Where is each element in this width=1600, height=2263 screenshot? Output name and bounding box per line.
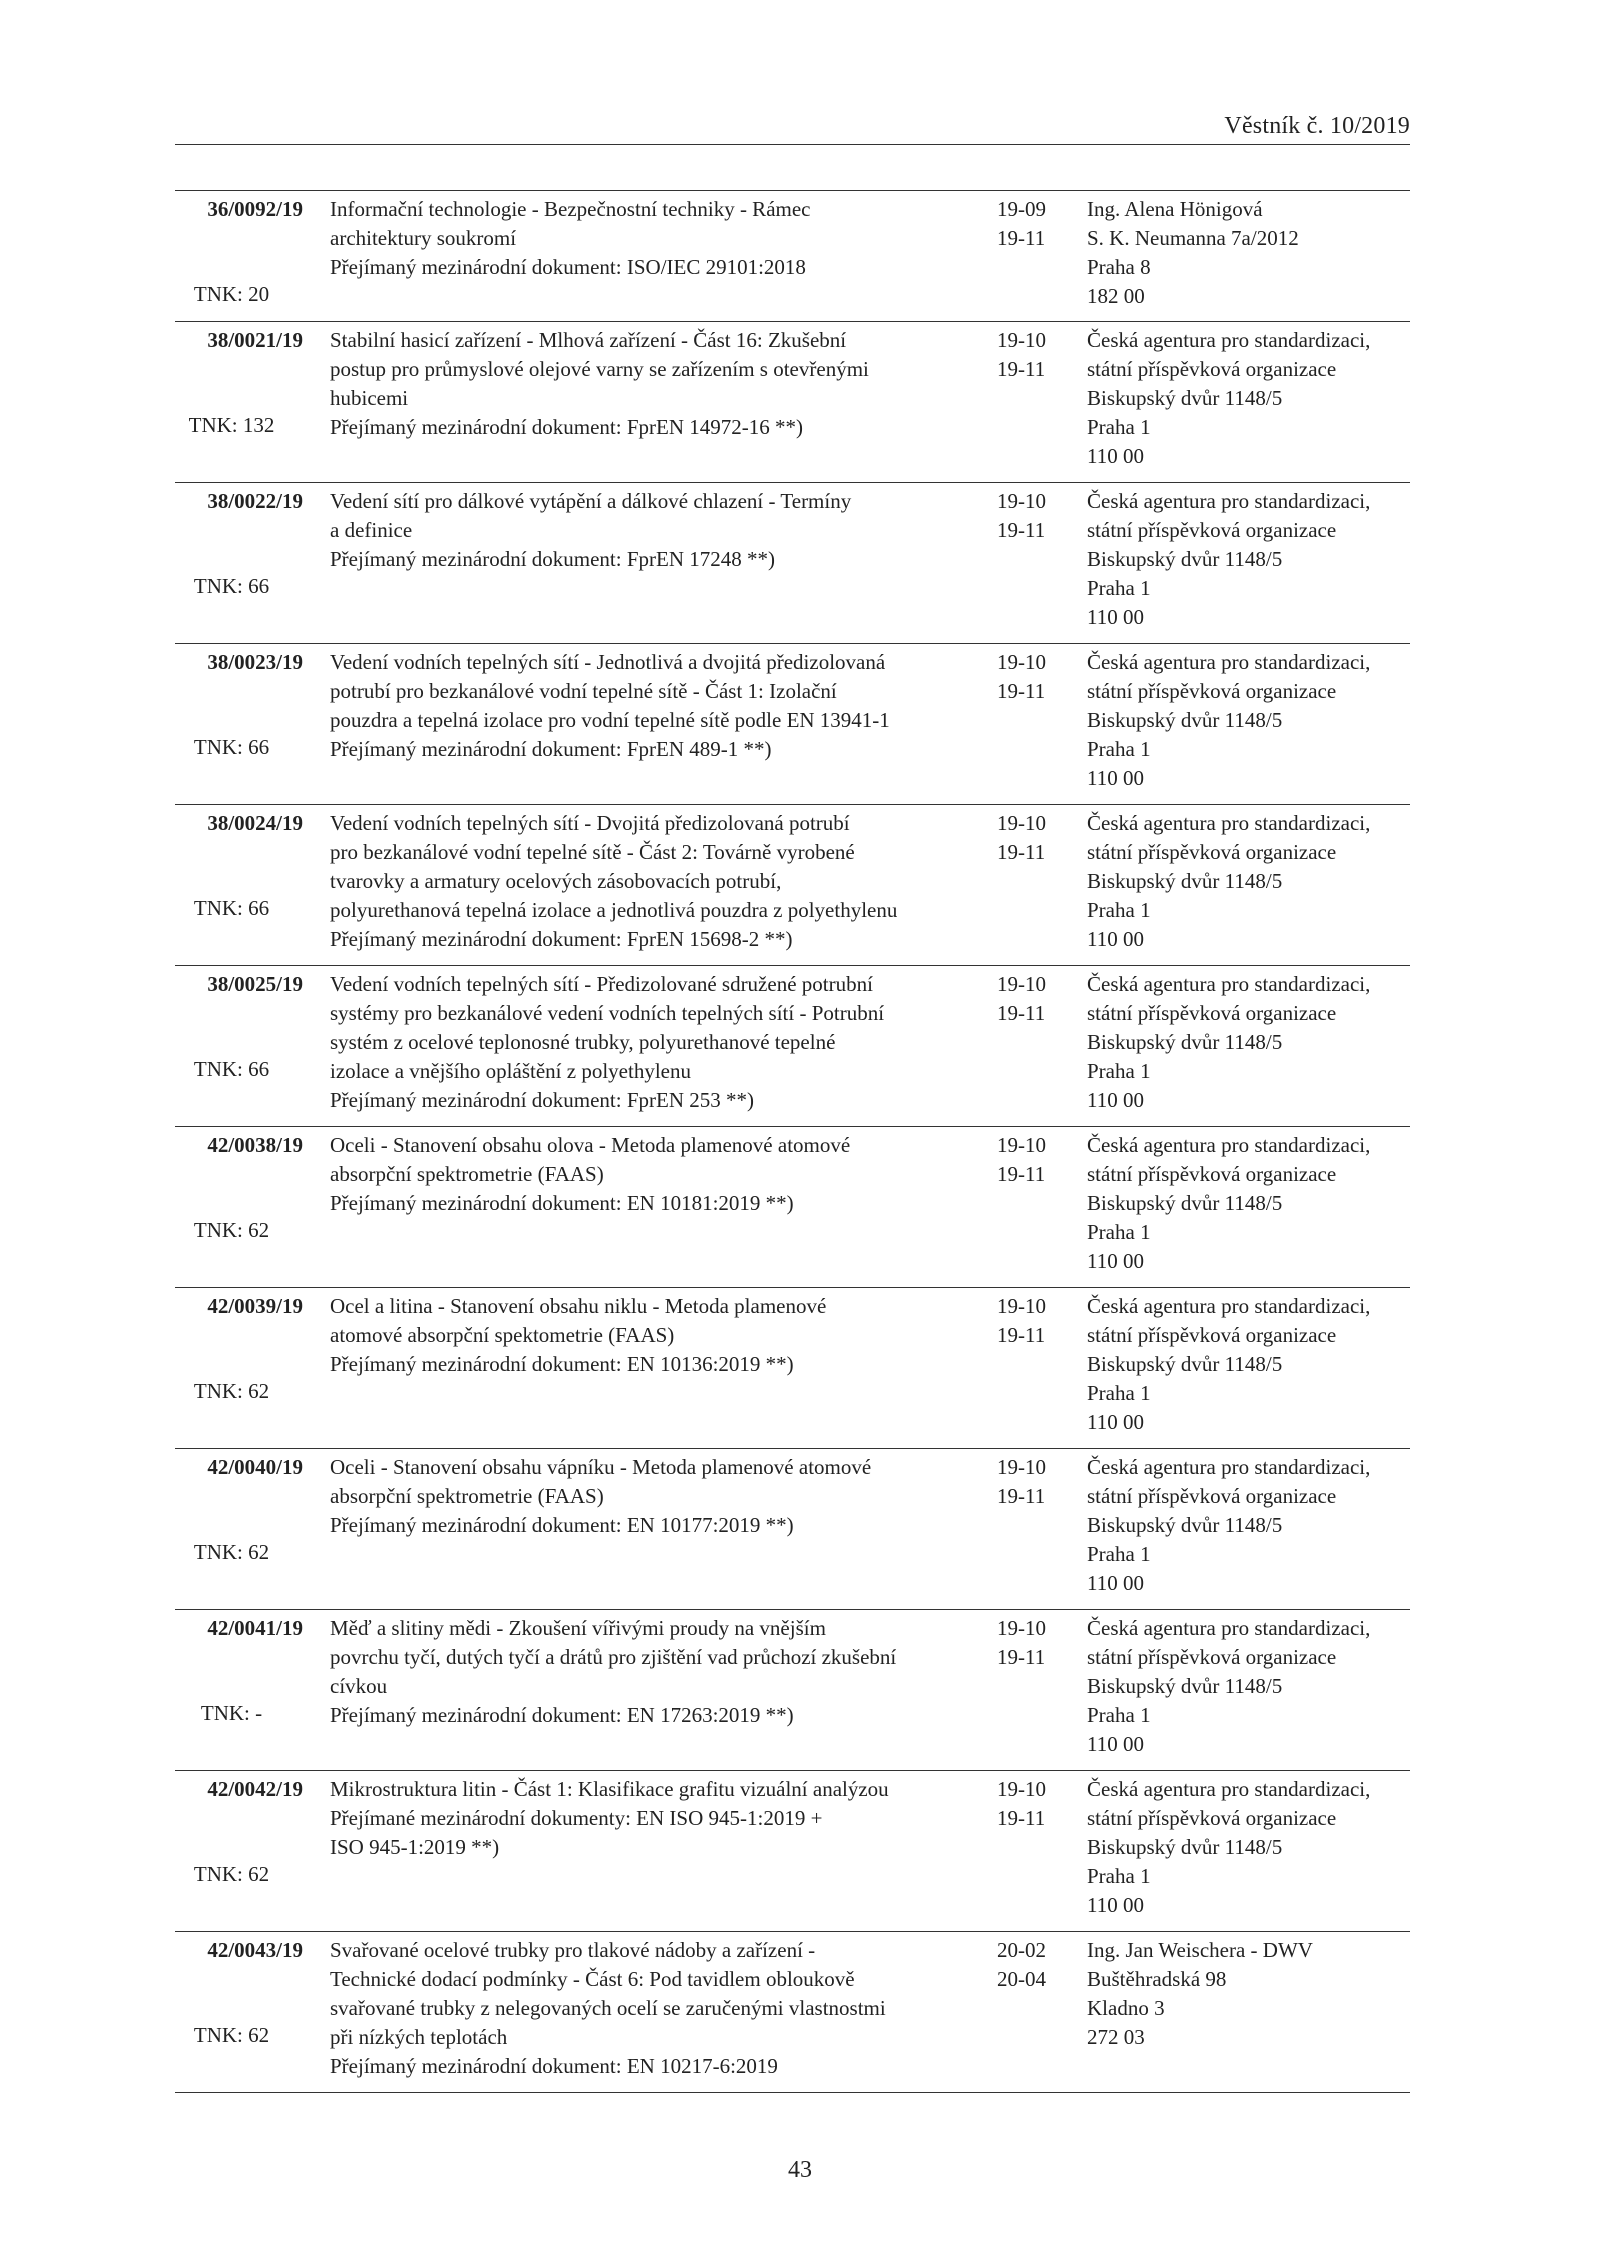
contact-address — [1087, 326, 1417, 471]
title-line: polyurethanová tepelná izolace a jednotlivá pouzdra z polyethylenu — [330, 898, 898, 922]
title-line: Svařované ocelové trubky pro tlakové nádoby a zařízení - — [330, 1938, 816, 1962]
contact-line: Biskupský dvůr 1148/5 — [1087, 386, 1283, 410]
registration-number: 42/0043/19 — [207, 1938, 303, 1962]
title-line: pro bezkanálové vodní tepelné sítě - Část 2: Továrně vyrobené — [330, 840, 855, 864]
contact-address — [1087, 1292, 1417, 1437]
tnk-label: TNK: - — [200, 1701, 263, 1725]
contact-line: Praha 1 — [1087, 1220, 1151, 1244]
contact-line: státní příspěvková organizace — [1087, 1001, 1337, 1025]
contact-line: státní příspěvková organizace — [1087, 1806, 1337, 1830]
title-line: Přejímaný mezinárodní dokument: FprEN 489-1 **) — [330, 737, 772, 761]
contact-line: 110 00 — [1087, 927, 1144, 951]
date-range — [997, 648, 1067, 706]
table-row — [175, 1449, 1410, 1610]
contact-line: 110 00 — [1087, 1410, 1144, 1434]
title-line: Přejímaný mezinárodní dokument: FprEN 14972-16 **) — [330, 415, 804, 439]
page-header — [175, 112, 1410, 145]
date-value: 20-04 — [997, 1967, 1046, 1991]
contact-line: Praha 8 — [1087, 255, 1151, 279]
contact-line: 110 00 — [1087, 1732, 1144, 1756]
title-line: hubicemi — [330, 386, 409, 410]
table-row — [175, 1288, 1410, 1449]
contact-line: Biskupský dvůr 1148/5 — [1087, 1352, 1283, 1376]
date-value: 19-10 — [997, 1294, 1046, 1318]
standard-title — [330, 195, 985, 282]
contact-line: Praha 1 — [1087, 898, 1151, 922]
contact-line: 110 00 — [1087, 1249, 1144, 1273]
title-line: Ocel a litina - Stanovení obsahu niklu - Metoda plamenové — [330, 1294, 827, 1318]
table-row — [175, 1771, 1410, 1932]
contact-line: státní příspěvková organizace — [1087, 357, 1337, 381]
date-value: 19-11 — [997, 518, 1046, 542]
title-line: Přejímaný mezinárodní dokument: EN 10177:2019 **) — [330, 1513, 794, 1537]
contact-line: 272 03 — [1087, 2025, 1145, 2049]
contact-line: Ing. Alena Hönigová — [1087, 197, 1263, 221]
title-line: Vedení sítí pro dálkové vytápění a dálkové chlazení - Termíny — [330, 489, 852, 513]
contact-line: 110 00 — [1087, 1088, 1144, 1112]
standard-title — [330, 1453, 985, 1540]
date-value: 19-11 — [997, 1645, 1046, 1669]
contact-line: Buštěhradská 98 — [1087, 1967, 1227, 1991]
contact-line: Česká agentura pro standardizaci, — [1087, 1455, 1371, 1479]
date-value: 19-11 — [997, 840, 1046, 864]
contact-address — [1087, 1453, 1417, 1598]
registration-number: 36/0092/19 — [207, 197, 303, 221]
registration-number: 38/0023/19 — [207, 650, 303, 674]
standard-title — [330, 1292, 985, 1379]
contact-line: Česká agentura pro standardizaci, — [1087, 328, 1371, 352]
title-line: Přejímaný mezinárodní dokument: FprEN 253 **) — [330, 1088, 755, 1112]
date-range — [997, 1292, 1067, 1350]
contact-address — [1087, 487, 1417, 632]
tnk-label: TNK: 66 — [193, 574, 270, 598]
title-line: ISO 945-1:2019 **) — [330, 1835, 500, 1859]
contact-line: Biskupský dvůr 1148/5 — [1087, 547, 1283, 571]
date-value: 19-10 — [997, 328, 1046, 352]
title-line: svařované trubky z nelegovaných ocelí se zaručenými vlastnostmi — [330, 1996, 886, 2020]
title-line: Přejímané mezinárodní dokumenty: EN ISO 945-1:2019 + — [330, 1806, 823, 1830]
date-value: 19-10 — [997, 650, 1046, 674]
standard-title — [330, 326, 985, 442]
standard-title — [330, 970, 985, 1115]
date-value: 19-10 — [997, 1455, 1046, 1479]
date-range — [997, 970, 1067, 1028]
contact-line: Biskupský dvůr 1148/5 — [1087, 1835, 1283, 1859]
contact-address — [1087, 1775, 1417, 1920]
date-value: 19-10 — [997, 1777, 1046, 1801]
date-range — [997, 1453, 1067, 1511]
contact-line: 110 00 — [1087, 766, 1144, 790]
date-range — [997, 1936, 1067, 1994]
contact-line: Česká agentura pro standardizaci, — [1087, 489, 1371, 513]
registration-number: 42/0042/19 — [207, 1777, 303, 1801]
contact-line: Kladno 3 — [1087, 1996, 1165, 2020]
registration-number: 38/0021/19 — [207, 328, 303, 352]
contact-address — [1087, 1936, 1417, 2052]
contact-line: státní příspěvková organizace — [1087, 1484, 1337, 1508]
title-line: Přejímaný mezinárodní dokument: EN 17263:2019 **) — [330, 1703, 794, 1727]
contact-line: Praha 1 — [1087, 1381, 1151, 1405]
title-line: Přejímaný mezinárodní dokument: FprEN 15698-2 **) — [330, 927, 793, 951]
contact-line: 110 00 — [1087, 605, 1144, 629]
tnk-label: TNK: 66 — [193, 735, 270, 759]
contact-line: Praha 1 — [1087, 1059, 1151, 1083]
title-line: postup pro průmyslové olejové varny se zařízením s otevřenými — [330, 357, 869, 381]
tnk-label: TNK: 20 — [193, 282, 270, 306]
title-line: pouzdra a tepelná izolace pro vodní tepelné sítě podle EN 13941-1 — [330, 708, 890, 732]
date-value: 19-10 — [997, 811, 1046, 835]
tnk-label: TNK: 62 — [193, 2023, 270, 2047]
title-line: Oceli - Stanovení obsahu olova - Metoda plamenové atomové — [330, 1133, 851, 1157]
contact-line: státní příspěvková organizace — [1087, 840, 1337, 864]
title-line: atomové absorpční spektometrie (FAAS) — [330, 1323, 675, 1347]
registration-number: 38/0024/19 — [207, 811, 303, 835]
tnk-label: TNK: 62 — [193, 1540, 270, 1564]
standard-title — [330, 487, 985, 574]
table-row — [175, 1932, 1410, 2093]
title-line: potrubí pro bezkanálové vodní tepelné sítě - Část 1: Izolační — [330, 679, 837, 703]
standard-title — [330, 1131, 985, 1218]
title-line: absorpční spektrometrie (FAAS) — [330, 1484, 604, 1508]
contact-address — [1087, 1614, 1417, 1759]
title-line: Vedení vodních tepelných sítí - Dvojitá předizolovaná potrubí — [330, 811, 850, 835]
table-row — [175, 1610, 1410, 1771]
standard-title — [330, 1936, 985, 2081]
date-value: 19-09 — [997, 197, 1046, 221]
contact-line: Biskupský dvůr 1148/5 — [1087, 869, 1283, 893]
title-line: Měď a slitiny mědi - Zkoušení vířivými proudy na vnějším — [330, 1616, 826, 1640]
contact-address — [1087, 195, 1417, 311]
contact-line: Česká agentura pro standardizaci, — [1087, 1294, 1371, 1318]
date-value: 19-10 — [997, 1133, 1046, 1157]
date-value: 19-10 — [997, 972, 1046, 996]
title-line: Technické dodací podmínky - Část 6: Pod tavidlem obloukově — [330, 1967, 855, 1991]
contact-line: Praha 1 — [1087, 1542, 1151, 1566]
contact-line: Česká agentura pro standardizaci, — [1087, 1133, 1371, 1157]
date-value: 19-11 — [997, 1484, 1046, 1508]
registration-number: 42/0041/19 — [207, 1616, 303, 1640]
contact-line: 110 00 — [1087, 444, 1144, 468]
standard-title — [330, 1614, 985, 1730]
title-line: Informační technologie - Bezpečnostní techniky - Rámec — [330, 197, 811, 221]
contact-line: Česká agentura pro standardizaci, — [1087, 811, 1371, 835]
date-value: 19-11 — [997, 1323, 1046, 1347]
tnk-label: TNK: 62 — [193, 1379, 270, 1403]
contact-line: státní příspěvková organizace — [1087, 1645, 1337, 1669]
title-line: Oceli - Stanovení obsahu vápníku - Metoda plamenové atomové — [330, 1455, 872, 1479]
contact-line: Biskupský dvůr 1148/5 — [1087, 1191, 1283, 1215]
date-range — [997, 1775, 1067, 1833]
title-line: Přejímaný mezinárodní dokument: EN 10181:2019 **) — [330, 1191, 794, 1215]
date-range — [997, 487, 1067, 545]
contact-line: Praha 1 — [1087, 576, 1151, 600]
title-line: povrchu tyčí, dutých tyčí a drátů pro zjištění vad průchozí zkušební — [330, 1645, 897, 1669]
date-value: 19-11 — [997, 226, 1046, 250]
date-value: 19-11 — [997, 1806, 1046, 1830]
date-value: 19-10 — [997, 489, 1046, 513]
title-line: Přejímaný mezinárodní dokument: EN 10217-6:2019 — [330, 2054, 778, 2078]
contact-line: Česká agentura pro standardizaci, — [1087, 650, 1371, 674]
contact-line: Biskupský dvůr 1148/5 — [1087, 708, 1283, 732]
bulletin-title: Věstník č. 10/2019 — [1224, 113, 1410, 139]
contact-address — [1087, 970, 1417, 1115]
title-line: cívkou — [330, 1674, 388, 1698]
title-line: Mikrostruktura litin - Část 1: Klasifikace grafitu vizuální analýzou — [330, 1777, 889, 1801]
title-line: izolace a vnějšího opláštění z polyethylenu — [330, 1059, 691, 1083]
contact-line: Biskupský dvůr 1148/5 — [1087, 1674, 1283, 1698]
contact-line: státní příspěvková organizace — [1087, 518, 1337, 542]
title-line: a definice — [330, 518, 413, 542]
registration-number: 38/0025/19 — [207, 972, 303, 996]
date-value: 19-10 — [997, 1616, 1046, 1640]
table-row — [175, 805, 1410, 966]
contact-line: Praha 1 — [1087, 1864, 1151, 1888]
contact-line: 182 00 — [1087, 284, 1145, 308]
tnk-label: TNK: 132 — [188, 413, 275, 437]
title-line: Vedení vodních tepelných sítí - Předizolované sdružené potrubní — [330, 972, 873, 996]
date-value: 20-02 — [997, 1938, 1046, 1962]
title-line: Vedení vodních tepelných sítí - Jednotlivá a dvojitá předizolovaná — [330, 650, 886, 674]
table-row — [175, 322, 1410, 483]
table-row — [175, 966, 1410, 1127]
date-range — [997, 195, 1067, 253]
contact-line: S. K. Neumanna 7a/2012 — [1087, 226, 1299, 250]
contact-line: 110 00 — [1087, 1893, 1144, 1917]
page-number: 43 — [788, 2157, 812, 2183]
tnk-label: TNK: 62 — [193, 1862, 270, 1886]
contact-line: Česká agentura pro standardizaci, — [1087, 972, 1371, 996]
contact-line: státní příspěvková organizace — [1087, 1323, 1337, 1347]
tnk-label: TNK: 66 — [193, 1057, 270, 1081]
date-range — [997, 1131, 1067, 1189]
table-row — [175, 1127, 1410, 1288]
registration-number: 42/0040/19 — [207, 1455, 303, 1479]
registration-number: 38/0022/19 — [207, 489, 303, 513]
date-value: 19-11 — [997, 1162, 1046, 1186]
tnk-label: TNK: 62 — [193, 1218, 270, 1242]
title-line: při nízkých teplotách — [330, 2025, 508, 2049]
title-line: tvarovky a armatury ocelových zásobovacích potrubí, — [330, 869, 782, 893]
contact-address — [1087, 648, 1417, 793]
date-range — [997, 1614, 1067, 1672]
date-value: 19-11 — [997, 679, 1046, 703]
title-line: absorpční spektrometrie (FAAS) — [330, 1162, 604, 1186]
table-row — [175, 191, 1410, 322]
contact-address — [1087, 1131, 1417, 1276]
contact-line: Biskupský dvůr 1148/5 — [1087, 1030, 1283, 1054]
title-line: Přejímaný mezinárodní dokument: FprEN 17248 **) — [330, 547, 776, 571]
standards-table — [175, 190, 1410, 2093]
title-line: Přejímaný mezinárodní dokument: ISO/IEC 29101:2018 — [330, 255, 806, 279]
table-row — [175, 644, 1410, 805]
date-value: 19-11 — [997, 1001, 1046, 1025]
title-line: Přejímaný mezinárodní dokument: EN 10136:2019 **) — [330, 1352, 794, 1376]
standard-title — [330, 809, 985, 954]
standard-title — [330, 1775, 985, 1862]
date-value: 19-11 — [997, 357, 1046, 381]
title-line: systémy pro bezkanálové vedení vodních tepelných sítí - Potrubní — [330, 1001, 885, 1025]
table-row — [175, 483, 1410, 644]
contact-line: 110 00 — [1087, 1571, 1144, 1595]
contact-line: Biskupský dvůr 1148/5 — [1087, 1513, 1283, 1537]
tnk-label: TNK: 66 — [193, 896, 270, 920]
standard-title — [330, 648, 985, 764]
contact-line: Praha 1 — [1087, 737, 1151, 761]
date-range — [997, 326, 1067, 384]
title-line: systém z ocelové teplonosné trubky, polyurethanové tepelné — [330, 1030, 836, 1054]
contact-line: Praha 1 — [1087, 415, 1151, 439]
contact-address — [1087, 809, 1417, 954]
registration-number: 42/0038/19 — [207, 1133, 303, 1157]
contact-line: státní příspěvková organizace — [1087, 679, 1337, 703]
date-range — [997, 809, 1067, 867]
contact-line: státní příspěvková organizace — [1087, 1162, 1337, 1186]
contact-line: Česká agentura pro standardizaci, — [1087, 1777, 1371, 1801]
contact-line: Ing. Jan Weischera - DWV — [1087, 1938, 1313, 1962]
contact-line: Praha 1 — [1087, 1703, 1151, 1727]
registration-number: 42/0039/19 — [207, 1294, 303, 1318]
title-line: Stabilní hasicí zařízení - Mlhová zařízení - Část 16: Zkušební — [330, 328, 847, 352]
contact-line: Česká agentura pro standardizaci, — [1087, 1616, 1371, 1640]
title-line: architektury soukromí — [330, 226, 517, 250]
